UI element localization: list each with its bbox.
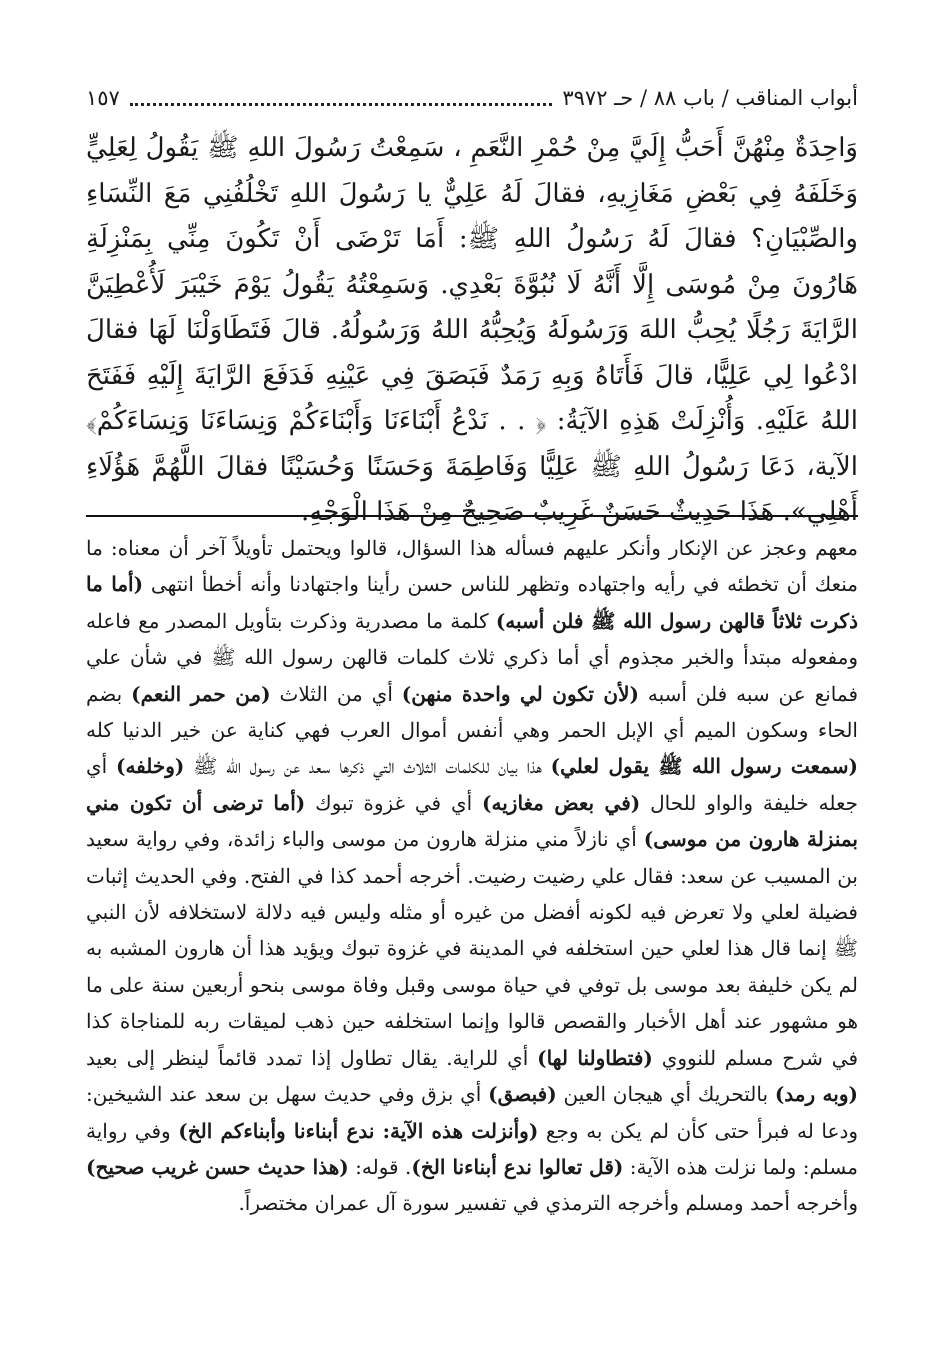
commentary-segment: أي للراية. يقال تطاول إذا تمدد قائماً لينظر إلى بعيد [86,1045,538,1070]
commentary-segment: . قوله: [348,1154,412,1179]
commentary-segment: أي جعله خليفة والواو للحال [86,754,859,815]
commentary-segment: وفي رواية مسلم: ولما نزلت هذه الآية: [86,1118,858,1179]
commentary-quote: (أما ترضى أن تكون مني بمنزلة هارون من موسى) [86,790,859,852]
page-number: ١٥٧ [86,86,120,110]
commentary-quote: (أما ما ذكرت ثلاثاً قالهن رسول الله ﷺ فلن أسبه) [86,572,858,633]
commentary-quote: (فتطاولنا لها) [537,1045,653,1070]
commentary-quote: (هذا حديث حسن غريب صحيح) [86,1154,349,1179]
commentary-segment: كلمة ما مصدرية وذكرت بتأويل المصدر مع فاعله ومفعوله مبتدأ والخبر مجذوم أي أما ذكري ثلاث كلمات قالهن رسول الله ﷺ في شأن علي فمانع عن سبه فلن أسبه [86,608,859,706]
commentary-quote: (فبصق) [488,1082,557,1107]
commentary-quote: (وبه رمد) [774,1082,858,1107]
running-title: أبواب المناقب / باب ٨٨ / حـ ٣٩٧٢ [562,86,858,110]
page-header [86,80,858,116]
commentary-quote: (من حمر النعم) [131,681,271,706]
commentary-quote: (وخلفه) [115,754,185,779]
commentary-segment: بالتحريك أي هيجان العين [556,1082,775,1107]
commentary-quote: (سمعت رسول الله ﷺ يقول لعلي) [550,754,858,779]
commentary-segment: هذا بيان للكلمات الثلاث التي ذكرها سعد عن رسول الله ﷺ [184,754,551,779]
commentary-segment: أي في غزوة تبوك [305,790,483,815]
commentary-segment: وأخرجه أحمد ومسلم وأخرجه الترمذي في تفسير سورة آل عمران مختصراً. [238,1191,858,1216]
commentary-quote: (في بعض مغازيه) [482,790,641,815]
commentary-segment: أي نازلاً مني منزلة هارون من موسى والباء زائدة، وفي رواية سعيد بن المسيب عن سعد: فقال علي رضيت رضيت. أخرجه أحمد كذا في الفتح. وفي الحديث إثبات فضيلة لعلي ولا تعرض فيه لكونه أفضل من غيره أو مثله وليس فيه دلالة لاستخلافه لأن النبي ﷺ إنما قال هذا لعلي حين استخلفه في المدينة في غزوة تبوك ويؤيد هذا أن هارون المشبه به لم يكن خليفة بعد موسى بل توفي في حياة موسى وقبل وفاة موسى بنحو أربعين سنة على ما هو مشهور عند أهل الأخبار والقصص قالوا وإنما استخلفه حين ذهب لميقات ربه للمناجاة كذا في شرح مسلم للنووي [86,827,859,1070]
commentary-segment: أي بزق وفي حديث سهل بن سعد عند الشيخين: ودعا له فبرأ حتى كأن لم يكن به وجع [86,1082,859,1143]
dotted-leader [130,103,553,106]
commentary-quote: (لأن تكون لي واحدة منهن) [401,681,639,706]
commentary-quote: (قل تعالوا ندع أبناءنا الخ) [411,1154,624,1179]
commentary-segment: بضم الحاء وسكون الميم أي الإبل الحمر وهي أنفس أموال العرب فهي كناية عن خير الدنيا كله [86,681,858,743]
hadith-text: وَاحِدَةٌ مِنْهُنَّ أَحَبُّ إِلَيَّ مِنْ حُمْرِ النَّعَمِ ، سَمِعْتُ رَسُولَ اللهِ ﷺ يَقُولُ لِعَلِيٍّ وَخَلَفَهُ فِي بَعْضِ مَغَازِيهِ، فقالَ لَهُ عَلِيٌّ يا رَسُولَ اللهِ تَخْلُفُنِي مَعَ النِّسَاءِ والصِّبْيَانِ؟ فقالَ لَهُ رَسُولُ اللهِ ﷺ: أَمَا تَرْضَى أَنْ تَكُونَ مِنِّي بِمَنْزِلَةِ هَارُونَ مِنْ مُوسَى إِلَّا أَنَّهُ لَا نُبُوَّةَ بَعْدِي. وَسَمِعْتُهُ يَقُولُ يَوْمَ خَيْبَرَ لَأُعْطِيَنَّ الرَّايَةَ رَجُلًا يُحِبُّ اللهَ وَرَسُولَهُ وَيُحِبُّهُ اللهُ وَرَسُولُهُ. قالَ فَتَطَاوَلْنَا لَهَا فقالَ ادْعُوا لِي عَلِيًّا، قالَ فَأَتَاهُ وَبِهِ رَمَدٌ فَبَصَقَ فِي عَيْنِهِ فَدَفَعَ الرَّايَةَ إِلَيْهِ فَفَتَحَ اللهُ عَلَيْهِ. وَأُنْزِلَتْ هَذِهِ الآيَةُ: ﴿ . . نَدْعُ أَبْنَاءَنَا وَأَبْنَاءَكُمْ وَنِسَاءَنَا وَنِسَاءَكُمْ﴾ الآية، دَعَا رَسُولُ اللهِ ﷺ عَلِيًّا وَفَاطِمَةَ وَحَسَنًا وَحُسَيْنًا فقالَ اللَّهُمَّ هَؤُلَاءِ أَهْلِي». هَذَا حَدِيثٌ حَسَنٌ غَرِيبٌ صَحِيحٌ مِنْ هَذَا الْوَجْهِ. [86,133,859,527]
commentary-quote: (وأنزلت هذه الآية: ندع أبناءنا وأبناءكم الخ) [178,1118,539,1143]
commentary-text [86,530,858,1222]
commentary-segment: معهم وعجز عن الإنكار وأنكر عليهم فسأله هذا السؤال، قالوا ويحتمل تأويلاً آخر أن معناه: ما منعك أن تخطئه في رأيه واجتهاده وتظهر للناس حسن رأينا واجتهادنا وأنه أخطأ انتهى [86,536,858,597]
commentary-segment: أي من الثلاث [270,681,402,706]
footnote-separator [86,515,858,517]
